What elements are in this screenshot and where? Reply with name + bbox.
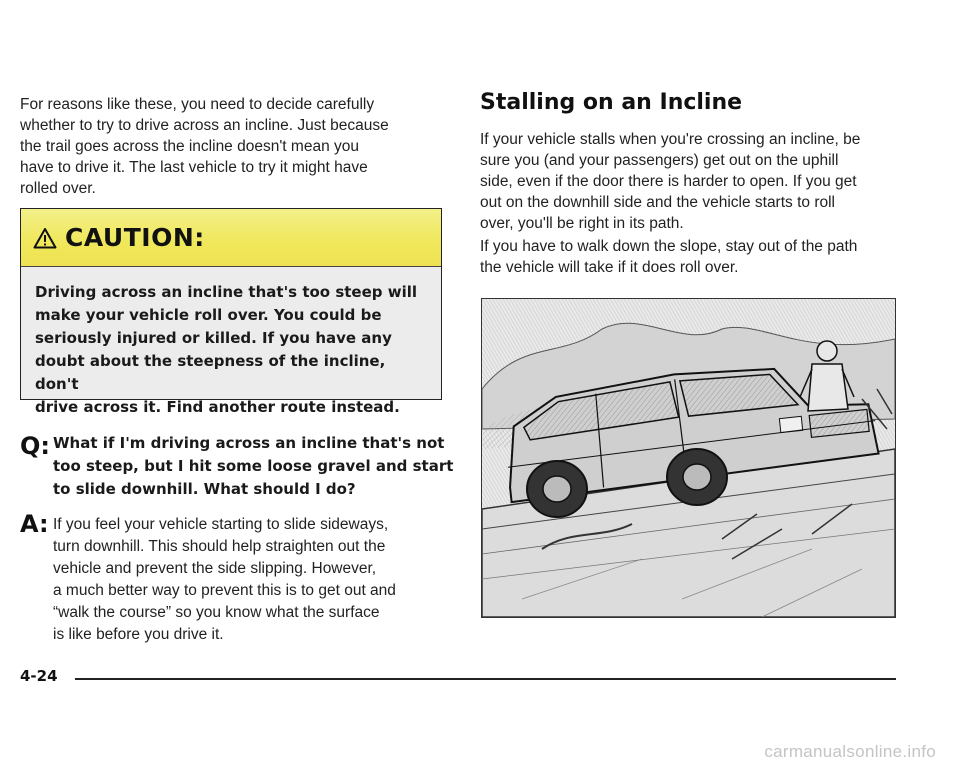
caution-line: doubt about the steepness of the incline, don't: [35, 352, 386, 393]
section-heading: Stalling on an Incline: [480, 90, 743, 115]
stalling-paragraph-2: [480, 236, 910, 278]
question-label: Q:: [20, 432, 50, 460]
question-block: [20, 432, 460, 501]
caution-line: Driving across an incline that's too steep will: [35, 283, 418, 301]
paragraph-line: side, even if the door there is harder to open. If you get: [480, 173, 857, 190]
paragraph-line: If your vehicle stalls when you're crossing an incline, be: [480, 131, 861, 148]
vehicle-on-incline-illustration: [481, 298, 896, 618]
intro-paragraph: [20, 94, 440, 199]
paragraph-line: out on the downhill side and the vehicle starts to roll: [480, 194, 835, 211]
answer-line: a much better way to prevent this is to get out and: [53, 582, 396, 599]
intro-line: For reasons like these, you need to decide carefully: [20, 96, 375, 113]
question-text: [53, 432, 460, 501]
intro-line: whether to try to drive across an incline. Just because: [20, 117, 389, 134]
caution-line: drive across it. Find another route instead.: [35, 398, 400, 416]
answer-block: [20, 510, 460, 646]
caution-line: seriously injured or killed. If you have any: [35, 329, 392, 347]
caution-text: [21, 267, 441, 419]
intro-line: rolled over.: [20, 180, 96, 197]
intro-line: the trail goes across the incline doesn't mean you: [20, 138, 359, 155]
paragraph-line: If you have to walk down the slope, stay out of the path: [480, 238, 858, 255]
answer-line: is like before you drive it.: [53, 626, 224, 643]
answer-line: If you feel your vehicle starting to slide sideways,: [53, 516, 389, 533]
answer-line: turn downhill. This should help straighten out the: [53, 538, 386, 555]
question-line: What if I'm driving across an incline that's not: [53, 434, 445, 452]
caution-header: [21, 209, 441, 267]
answer-text: [53, 510, 461, 646]
caution-line: make your vehicle roll over. You could be: [35, 306, 382, 324]
paragraph-line: the vehicle will take if it does roll over.: [480, 259, 739, 276]
caution-box: [20, 208, 442, 416]
paragraph-line: over, you'll be right in its path.: [480, 215, 684, 232]
question-line: to slide downhill. What should I do?: [53, 480, 356, 498]
watermark[interactable]: carmanualsonline.info: [764, 742, 936, 761]
caution-title: CAUTION:: [65, 223, 205, 252]
question-line: too steep, but I hit some loose gravel and start: [53, 457, 454, 475]
intro-line: have to drive it. The last vehicle to try it might have: [20, 159, 368, 176]
answer-line: vehicle and prevent the side slipping. However,: [53, 560, 377, 577]
warning-triangle-icon: [33, 227, 57, 249]
paragraph-line: sure you (and your passengers) get out on the uphill: [480, 152, 839, 169]
answer-line: “walk the course” so you know what the surface: [53, 604, 380, 621]
page-number: 4-24: [20, 667, 58, 685]
stalling-paragraph-1: [480, 129, 910, 234]
answer-label: A:: [20, 510, 49, 538]
footer-rule: [75, 678, 896, 680]
